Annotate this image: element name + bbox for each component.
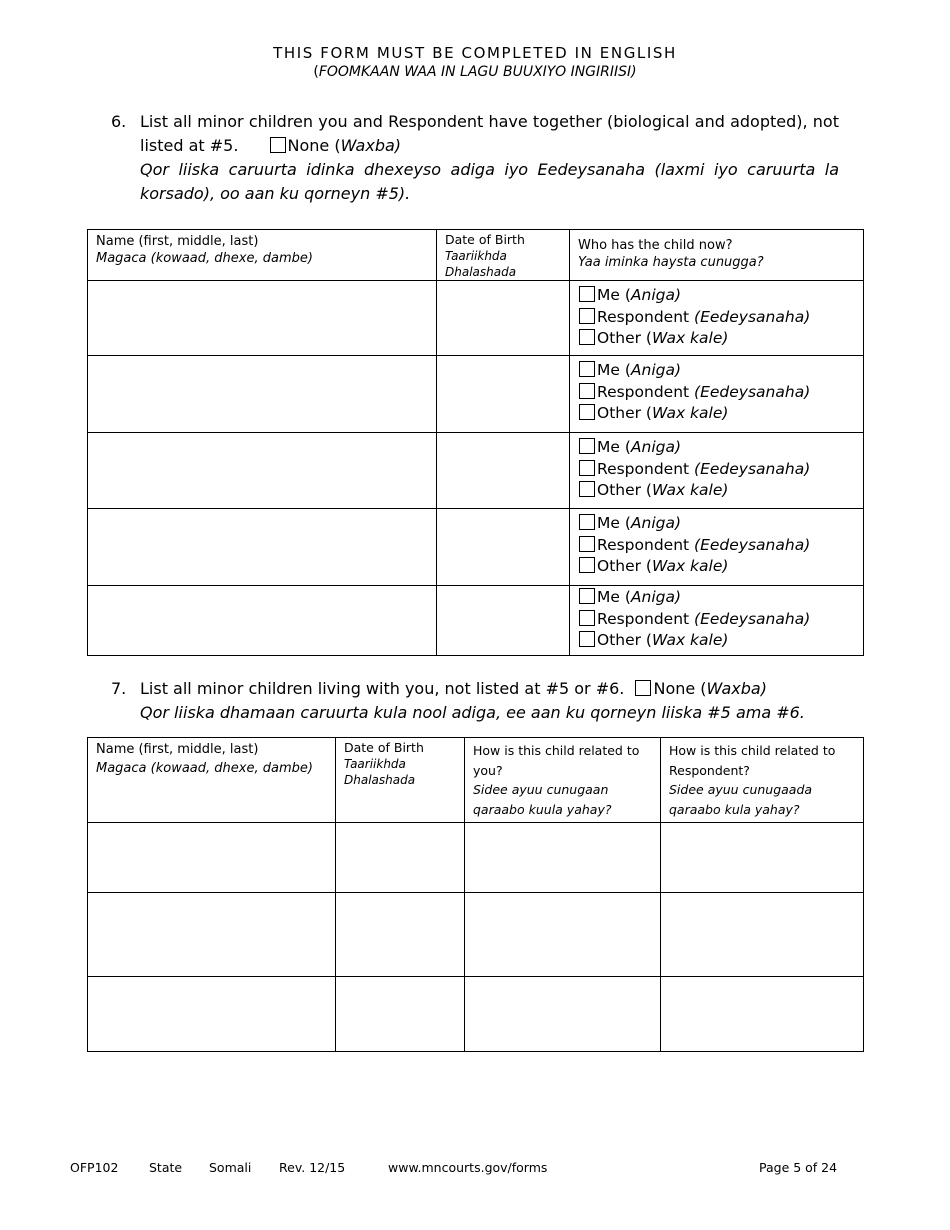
- name-cell[interactable]: [88, 281, 437, 356]
- question-6-number: 6.: [111, 112, 127, 131]
- table-row: [88, 586, 864, 656]
- custody-options: Me (Aniga) Respondent (Eedeysanaha) Other (Wax kale): [570, 281, 864, 356]
- table-row: [88, 893, 864, 977]
- dob-cell[interactable]: [336, 823, 465, 893]
- me-checkbox[interactable]: [579, 588, 595, 604]
- custody-options: Me (Aniga) Respondent (Eedeysanaha) Other (Wax kale): [570, 586, 864, 656]
- related-to-respondent-cell[interactable]: [661, 893, 864, 977]
- question-7: [111, 677, 841, 727]
- other-checkbox[interactable]: [579, 557, 595, 573]
- children-living-with-you-table: [87, 737, 864, 1052]
- respondent-checkbox[interactable]: [579, 460, 595, 476]
- question-6-somali: Qor liiska caruurta idinka dhexeyso adiga iyo Eedeysanaha (laxmi iyo caruurta la: [140, 160, 839, 179]
- name-cell[interactable]: [88, 977, 336, 1052]
- respondent-checkbox[interactable]: [579, 308, 595, 324]
- dob-cell[interactable]: [336, 893, 465, 977]
- english-notice: THIS FORM MUST BE COMPLETED IN ENGLISH: [273, 44, 677, 62]
- table-header-row: [88, 230, 864, 281]
- name-cell[interactable]: [88, 586, 437, 656]
- dob-column-header: Date of Birth Taariikhda Dhalashada: [437, 230, 570, 281]
- custody-options: Me (Aniga) Respondent (Eedeysanaha) Other (Wax kale): [570, 509, 864, 586]
- footer-revision: Rev. 12/15: [279, 1160, 346, 1175]
- question-7-number: 7.: [111, 679, 127, 698]
- name-cell[interactable]: [88, 823, 336, 893]
- respondent-checkbox[interactable]: [579, 536, 595, 552]
- table-row: [88, 356, 864, 433]
- question-6: [111, 110, 841, 210]
- other-checkbox[interactable]: [579, 631, 595, 647]
- related-to-you-cell[interactable]: [465, 823, 661, 893]
- children-together-table: [87, 229, 864, 656]
- respondent-checkbox[interactable]: [579, 383, 595, 399]
- table-row: [88, 977, 864, 1052]
- custody-options: Me (Aniga) Respondent (Eedeysanaha) Other (Wax kale): [570, 356, 864, 433]
- page-number: Page 5 of 24: [759, 1160, 838, 1175]
- other-checkbox[interactable]: [579, 329, 595, 345]
- question-6-somali-2: korsado), oo aan ku qorneyn #5).: [140, 184, 411, 203]
- dob-column-header: Date of Birth Taariikhda Dhalashada: [336, 738, 465, 823]
- me-checkbox[interactable]: [579, 361, 595, 377]
- q6-none-checkbox[interactable]: [270, 137, 286, 153]
- somali-notice: (FOOMKAAN WAA IN LAGU BUUXIYO INGIRIISI): [313, 64, 637, 80]
- me-checkbox[interactable]: [579, 514, 595, 530]
- footer-url-link[interactable]: www.mncourts.gov/forms: [388, 1160, 548, 1175]
- related-to-respondent-cell[interactable]: [661, 977, 864, 1052]
- related-to-you-cell[interactable]: [465, 893, 661, 977]
- footer-state: State: [149, 1160, 183, 1175]
- name-column-header: Name (first, middle, last) Magaca (kowaad, dhexe, dambe): [88, 230, 437, 281]
- dob-cell[interactable]: [437, 281, 570, 356]
- related-to-respondent-cell[interactable]: [661, 823, 864, 893]
- q7-none-checkbox[interactable]: [635, 680, 651, 696]
- question-6-text-2: listed at #5. None (Waxba): [140, 136, 402, 155]
- dob-cell[interactable]: [437, 586, 570, 656]
- q7-none-label: None (Waxba): [653, 679, 767, 698]
- related-to-you-cell[interactable]: [465, 977, 661, 1052]
- q6-none-label: None (Waxba): [287, 136, 402, 155]
- table-header-row: [88, 738, 864, 823]
- name-column-header: Name (first, middle, last) Magaca (kowaad, dhexe, dambe): [88, 738, 336, 823]
- question-7-somali: Qor liiska dhamaan caruurta kula nool adiga, ee aan ku qorneyn liiska #5 ama #6.: [140, 703, 805, 722]
- name-cell[interactable]: [88, 356, 437, 433]
- custody-options: Me (Aniga) Respondent (Eedeysanaha) Other (Wax kale): [570, 433, 864, 509]
- related-to-respondent-column-header: How is this child related to Respondent? Sidee ayuu cunugaada qaraabo kula yahay?: [661, 738, 864, 823]
- name-cell[interactable]: [88, 433, 437, 509]
- question-7-text: List all minor children living with you, not listed at #5 or #6. None (Waxba): [140, 679, 767, 698]
- name-cell[interactable]: [88, 509, 437, 586]
- other-checkbox[interactable]: [579, 404, 595, 420]
- respondent-checkbox[interactable]: [579, 610, 595, 626]
- table-row: [88, 823, 864, 893]
- table-row: [88, 433, 864, 509]
- table-row: [88, 509, 864, 586]
- dob-cell[interactable]: [437, 433, 570, 509]
- who-has-child-column-header: Who has the child now? Yaa iminka haysta cunugga?: [570, 230, 864, 281]
- me-checkbox[interactable]: [579, 286, 595, 302]
- other-checkbox[interactable]: [579, 481, 595, 497]
- dob-cell[interactable]: [437, 509, 570, 586]
- related-to-you-column-header: How is this child related to you? Sidee ayuu cunugaan qaraabo kuula yahay?: [465, 738, 661, 823]
- dob-cell[interactable]: [437, 356, 570, 433]
- me-checkbox[interactable]: [579, 438, 595, 454]
- name-cell[interactable]: [88, 893, 336, 977]
- footer-language: Somali: [209, 1160, 252, 1175]
- form-header: [0, 44, 950, 82]
- dob-cell[interactable]: [336, 977, 465, 1052]
- form-id: OFP102: [70, 1160, 119, 1175]
- table-row: [88, 281, 864, 356]
- question-6-text: List all minor children you and Respondent have together (biological and adopted), not: [140, 112, 839, 131]
